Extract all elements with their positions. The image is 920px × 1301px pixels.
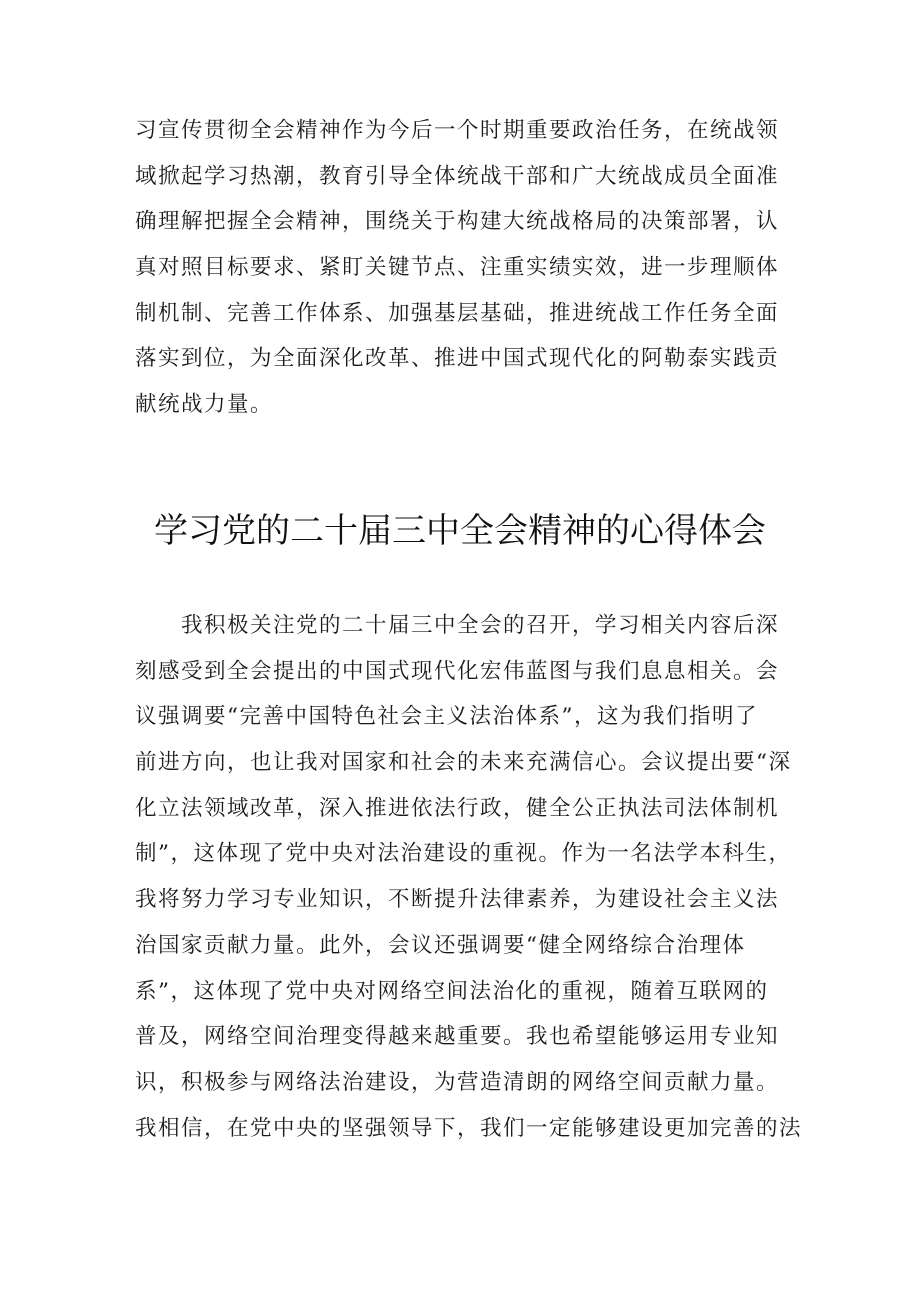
paragraph-line: 制机制、完善工作体系、加强基层基础，推进统战工作任务全面 [135, 300, 780, 326]
paragraph-line: 议强调要“完善中国特色社会主义法治体系”，这为我们指明了 [135, 704, 758, 730]
paragraph-line: 真对照目标要求、紧盯关键节点、注重实绩实效，进一步理顺体 [135, 255, 780, 281]
paragraph-line: 化立法领域改革，深入推进依法行政，健全公正执法司法体制机 [135, 795, 780, 821]
paragraph-line: 域掀起学习热潮，教育引导全体统战干部和广大统战成员全面准 [135, 163, 780, 189]
paragraph-line: 制”，这体现了党中央对法治建设的重视。作为一名法学本科生， [135, 841, 792, 867]
paragraph-line: 我将努力学习专业知识，不断提升法律素养，为建设社会主义法 [135, 887, 780, 913]
paragraph-line: 习宣传贯彻全会精神作为今后一个时期重要政治任务，在统战领 [135, 118, 780, 143]
article-title: 学习党的二十届三中全会精神的心得体会 [154, 511, 766, 551]
body-paragraph [135, 603, 803, 1151]
paragraph-line: 刻感受到全会提出的中国式现代化宏伟蓝图与我们息息相关。会 [135, 658, 780, 684]
paragraph-line: 治国家贡献力量。此外，会议还强调要“健全网络综合治理体 [135, 932, 746, 958]
paragraph-line: 确理解把握全会精神，围绕关于构建大统战格局的决策部署，认 [135, 209, 780, 235]
paragraph-line: 识，积极参与网络法治建设，为营造清朗的网络空间贡献力量。 [135, 1069, 780, 1095]
paragraph-line: 普及，网络空间治理变得越来越重要。我也希望能够运用专业知 [135, 1024, 780, 1050]
intro-paragraph [135, 108, 795, 428]
paragraph-line: 献统战力量。 [135, 392, 274, 418]
paragraph-line: 落实到位，为全面深化改革、推进中国式现代化的阿勒泰实践贡 [135, 346, 780, 372]
paragraph-line: 前进方向，也让我对国家和社会的未来充满信心。会议提出要“深 [135, 750, 792, 776]
paragraph-line: 我积极关注党的二十届三中全会的召开，学习相关内容后深 [135, 613, 780, 638]
paragraph-line: 我相信，在党中央的坚强领导下，我们一定能够建设更加完善的法 [135, 1115, 803, 1141]
paragraph-line: 系”，这体现了党中央对网络空间法治化的重视，随着互联网的 [135, 978, 769, 1004]
